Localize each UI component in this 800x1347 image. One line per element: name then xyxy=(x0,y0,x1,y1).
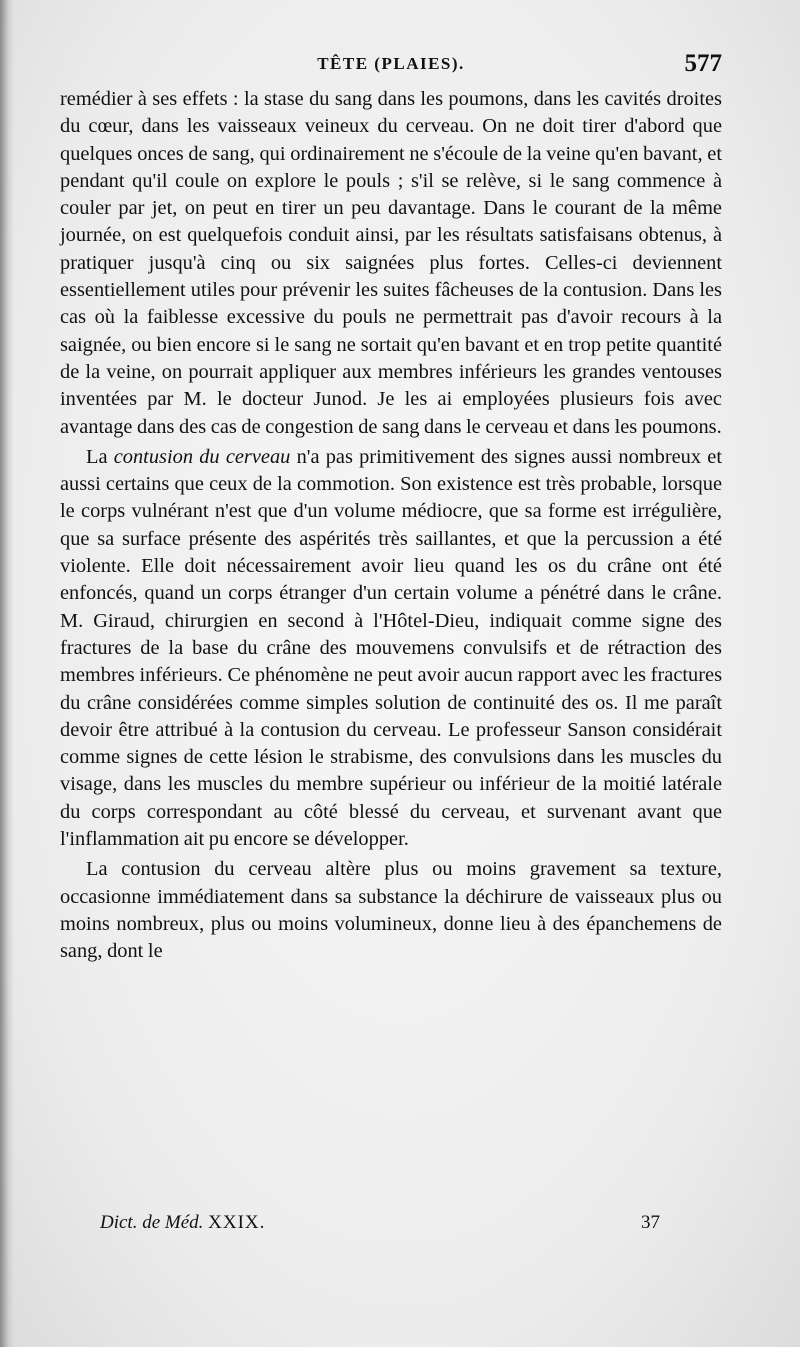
paragraph xyxy=(60,86,722,441)
text-run: La xyxy=(86,445,114,468)
page-number: 577 xyxy=(684,50,722,77)
page-footer xyxy=(100,1212,660,1242)
text-run: La contusion du cerveau altère plus ou moins gravement sa texture, occasionne immédiatement dans sa substance la déchirure de vaisseaux plus ou moins nombreux, plus ou moins volumineux, donne lieu à des épanchemens de sang, dont le xyxy=(60,858,722,963)
page-edge-shadow xyxy=(0,0,14,1347)
text-run: remédier à ses effets : la stase du sang dans les poumons, dans les cavités droites du cœur, dans les vaisseaux veineux du cerveau. On ne doit tirer d'abord que quelques onces de sang, qui ordinairement ne s'écoule de la veine qu'en bavant, et pendant qu'il coule on explore le pouls ; s'il se relève, si le sang commence à couler par jet, on peut en tirer un peu davantage. Dans le courant de la même journée, on est quelquefois conduit ainsi, par les résultats satisfaisans obtenus, à pratiquer jusqu'à cinq ou six saignées plus fortes. Celles-ci deviennent essentiellement utiles pour prévenir les suites fâcheuses de la contusion. Dans les cas où la faiblesse excessive du pouls ne permettrait pas d'avoir recours à la saignée, ou bien encore si le sang ne sortait qu'en bavant et en trop petite quantité de la veine, on pourrait appliquer aux membres inférieurs les grandes ventouses inventées par M. le docteur Junod. Je les ai employées plusieurs fois avec avantage dans des cas de congestion de sang dans le cerveau et dans les poumons. xyxy=(60,88,722,438)
footer-source xyxy=(100,1212,265,1234)
text-run: n'a pas primitivement des signes aussi nombreux et aussi certains que ceux de la commotion. Son existence est très probable, lorsque le corps vulnérant n'est que d'un volume médiocre, que sa forme est irrégulière, que sa surface présente des aspérités très saillantes, et que la percussion a été violente. Elle doit nécessairement avoir lieu quand les os du crâne ont été enfoncés, quand un corps étranger d'un certain volume a pénétré dans le crâne. M. Giraud, chirurgien en second à l'Hôtel-Dieu, indiquait comme signe des fractures de la base du crâne des mouvemens convulsifs et de rétraction des membres inférieurs. Ce phénomène ne peut avoir aucun rapport avec les fractures du crâne considérées comme simples solution de continuité des os. Il me paraît devoir être attribué à la contusion du cerveau. Le professeur Sanson considérait comme signes de cette lésion le strabisme, des convulsions dans les muscles du visage, dans les muscles du membre supérieur ou inférieur de la moitié latérale du corps correspondant au côté blessé du cerveau, et survenant avant que l'inflammation ait pu encore se développer. xyxy=(60,445,722,851)
footer-source-title: Dict. de Méd. xyxy=(100,1212,204,1233)
body-text xyxy=(60,86,722,966)
italic-phrase: contusion du cerveau xyxy=(113,445,291,468)
footer-signature: 37 xyxy=(641,1212,660,1233)
page-header xyxy=(60,50,722,90)
paragraph xyxy=(60,856,722,965)
footer-volume: XXIX. xyxy=(208,1212,266,1233)
running-head: TÊTE (PLAIES). xyxy=(317,54,465,73)
paragraph xyxy=(60,444,722,853)
